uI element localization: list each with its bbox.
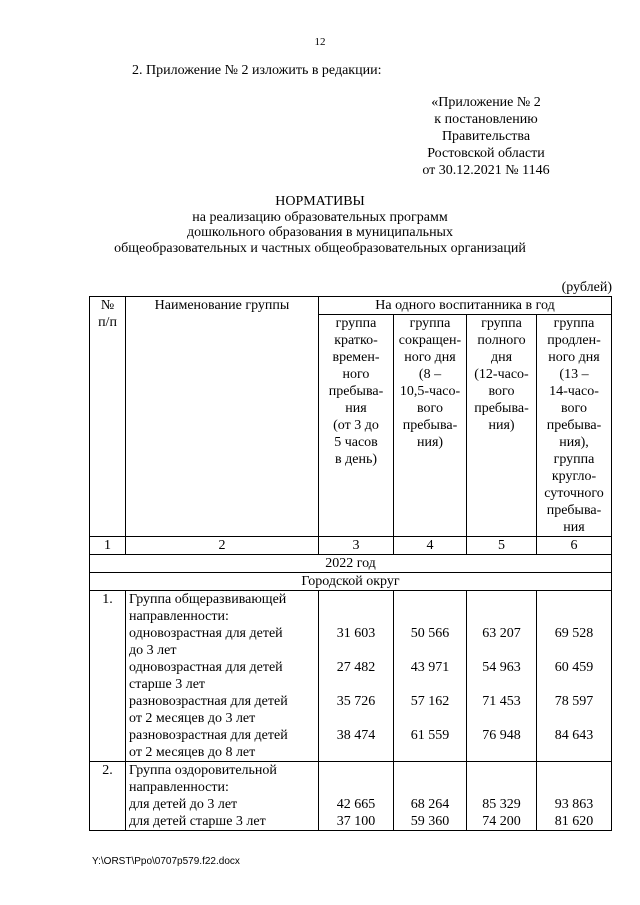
row-label-line: старше 3 лет	[129, 677, 206, 692]
row-label-line: разновозрастная для детей	[129, 728, 288, 743]
header-sub-line: пребыва-	[474, 401, 529, 416]
units-label: (рублей)	[561, 280, 612, 295]
header-sub-line: (13 –	[559, 367, 589, 382]
column-number-cell: 5	[467, 537, 537, 555]
value: 50 566	[410, 626, 450, 641]
group-name-cell	[126, 591, 319, 762]
header-sub-line: дня	[490, 350, 513, 365]
header-sub-line: ного дня	[404, 350, 456, 365]
value: 54 963	[482, 660, 521, 675]
row-label-line: от 2 месяцев до 8 лет	[129, 745, 256, 760]
header-sub-line: пребыва-	[402, 418, 458, 433]
value-cell	[394, 591, 467, 762]
row-label	[129, 796, 315, 813]
column-number-row	[90, 537, 612, 555]
header-num-cell	[90, 297, 126, 537]
value: 61 559	[410, 728, 450, 743]
header-sub-line: группа	[481, 316, 522, 331]
value: 37 100	[336, 814, 376, 829]
row-label-line: одновозрастная для детей	[129, 626, 283, 641]
header-sub-line: ного дня	[548, 350, 600, 365]
footer-file-path: Y:\ORST\Ppo\0707p579.f22.docx	[92, 856, 240, 867]
header-sub-line: вого	[488, 384, 515, 399]
row-label	[129, 727, 315, 761]
page-number: 12	[314, 36, 326, 48]
value: 35 726	[336, 694, 376, 709]
appendix-reference	[376, 94, 596, 179]
group-number-cell: 1.	[90, 591, 126, 762]
row-label	[129, 659, 315, 693]
header-sub-line: ного	[342, 367, 370, 382]
value: 59 360	[410, 814, 450, 829]
row-label	[129, 813, 315, 830]
value: 74 200	[482, 814, 521, 829]
appendix-line: от 30.12.2021 № 1146	[422, 163, 550, 178]
row-label	[129, 625, 315, 659]
value: 43 971	[410, 660, 450, 675]
value: 57 162	[410, 694, 450, 709]
value: 93 863	[554, 797, 594, 812]
header-num-line: п/п	[98, 315, 117, 330]
header-sub-line: ния),	[559, 435, 589, 450]
header-sub-line: суточного	[544, 486, 604, 501]
header-sub-line: времен-	[332, 350, 380, 365]
header-sub-line: (от 3 до	[333, 418, 379, 433]
title-line: общеобразовательных и частных общеобразовательных организаций	[114, 240, 526, 256]
header-sub-line: полного	[477, 333, 526, 348]
group-name-cell	[126, 762, 319, 831]
appendix-line: «Приложение № 2	[431, 95, 541, 110]
header-sub-line: (12-часо-	[474, 367, 529, 382]
column-number-cell: 4	[394, 537, 467, 555]
value-cell	[467, 762, 537, 831]
value-cell	[467, 591, 537, 762]
value-cell	[537, 591, 612, 762]
header-sub-line: в день)	[335, 452, 377, 467]
value: 81 620	[554, 814, 594, 829]
value-cell	[394, 762, 467, 831]
year-cell: 2022 год	[90, 555, 612, 573]
row-label-line: для детей старше 3 лет	[129, 814, 266, 829]
value: 78 597	[554, 694, 594, 709]
norms-table	[89, 296, 612, 831]
header-sub-line: кратко-	[334, 333, 378, 348]
column-number-cell: 3	[319, 537, 394, 555]
header-row	[90, 297, 612, 315]
district-cell: Городской округ	[90, 573, 612, 591]
header-sub-line: продлен-	[547, 333, 601, 348]
header-sub-line: (8 –	[418, 367, 442, 382]
header-sub-cell	[467, 315, 537, 537]
value: 76 948	[482, 728, 521, 743]
row-label-line: до 3 лет	[129, 643, 177, 658]
year-row	[90, 555, 612, 573]
group-title-line: направленности:	[129, 780, 229, 795]
header-sub-cell	[319, 315, 394, 537]
value: 31 603	[336, 626, 376, 641]
value-cell	[537, 762, 612, 831]
group-title-line: направленности:	[129, 609, 229, 624]
value-cell	[319, 591, 394, 762]
value: 60 459	[554, 660, 594, 675]
row-label-line: от 2 месяцев до 3 лет	[129, 711, 256, 726]
header-per-pupil-cell: На одного воспитанника в год	[319, 297, 612, 315]
header-sub-line: ния)	[416, 435, 444, 450]
group-title-line: Группа общеразвивающей	[129, 592, 287, 607]
header-sub-line: ния	[345, 401, 367, 416]
header-sub-line: вого	[417, 401, 443, 416]
group-row	[90, 762, 612, 831]
group-number-cell: 2.	[90, 762, 126, 831]
norms-table-body	[90, 297, 612, 831]
header-sub-cell	[394, 315, 467, 537]
value: 84 643	[554, 728, 594, 743]
value: 38 474	[336, 728, 376, 743]
district-row	[90, 573, 612, 591]
header-sub-cell	[537, 315, 612, 537]
title-line: на реализацию образовательных программ	[192, 209, 448, 225]
header-sub-line: 5 часов	[334, 435, 378, 450]
header-sub-line: 10,5-часо-	[399, 384, 461, 399]
column-number-cell: 6	[537, 537, 612, 555]
title-heading: НОРМАТИВЫ	[275, 194, 365, 209]
value: 68 264	[410, 797, 450, 812]
value: 69 528	[554, 626, 594, 641]
header-sub-line: группа	[553, 316, 595, 331]
row-label-line: одновозрастная для детей	[129, 660, 283, 675]
header-sub-line: группа	[335, 316, 377, 331]
header-sub-line: пребыва-	[546, 418, 602, 433]
header-sub-line: 14-часо-	[549, 384, 599, 399]
row-label	[129, 693, 315, 727]
column-number-cell: 1	[90, 537, 126, 555]
header-sub-line: ния)	[488, 418, 515, 433]
appendix-line: Ростовской области	[427, 146, 545, 161]
value: 63 207	[482, 626, 521, 641]
document-title	[0, 194, 640, 256]
appendix-line: Правительства	[441, 129, 531, 144]
header-sub-line: вого	[561, 401, 587, 416]
row-label-line: для детей до 3 лет	[129, 797, 238, 812]
title-line: дошкольного образования в муниципальных	[187, 225, 453, 240]
column-number-cell: 2	[126, 537, 319, 555]
header-sub-line: пребыва-	[328, 384, 384, 399]
header-name-cell: Наименование группы	[126, 297, 319, 537]
value: 27 482	[336, 660, 376, 675]
value-cell	[319, 762, 394, 831]
value: 71 453	[482, 694, 521, 709]
header-sub-line: группа	[409, 316, 451, 331]
header-sub-line: ния	[563, 520, 585, 535]
value: 85 329	[482, 797, 521, 812]
value: 42 665	[336, 797, 376, 812]
intro-text: 2. Приложение № 2 изложить в редакции:	[132, 63, 382, 78]
row-label-line: разновозрастная для детей	[129, 694, 288, 709]
appendix-line: к постановлению	[434, 112, 538, 127]
group-title-line: Группа оздоровительной	[129, 763, 277, 778]
header-sub-line: кругло-	[551, 469, 597, 484]
header-sub-line: группа	[553, 452, 595, 467]
header-sub-line: сокращен-	[398, 333, 462, 348]
header-sub-line: пребыва-	[546, 503, 602, 518]
group-row	[90, 591, 612, 762]
header-num-line: №	[100, 298, 115, 313]
